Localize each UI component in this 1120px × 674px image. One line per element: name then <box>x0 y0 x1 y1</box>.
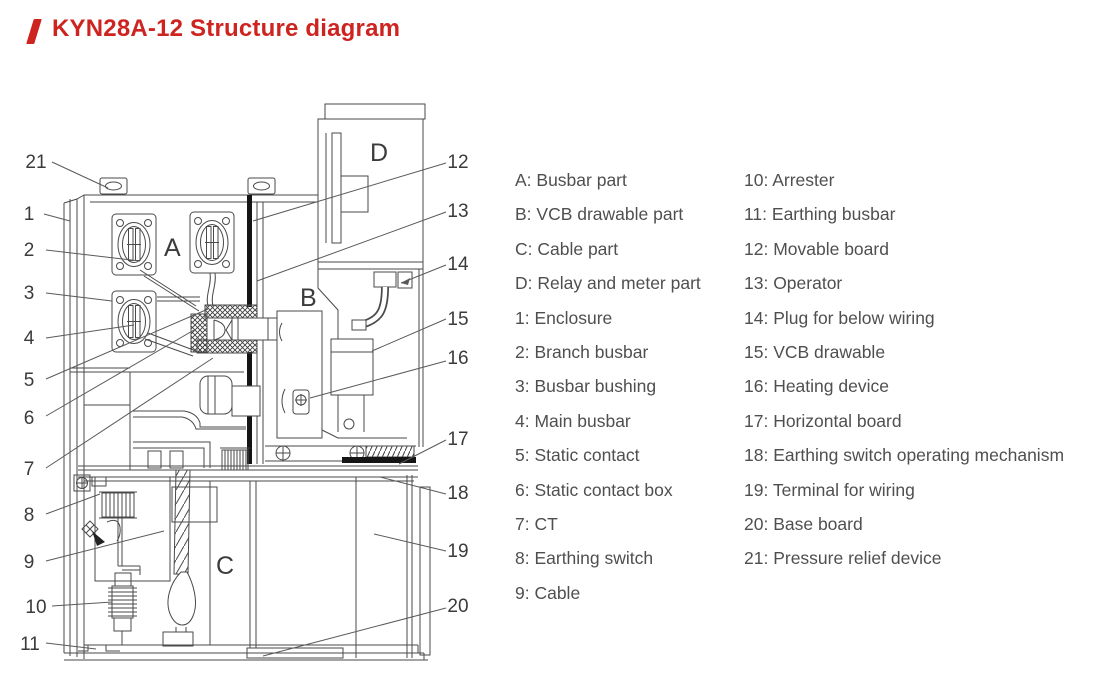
legend-item: 12: Movable board <box>744 238 889 259</box>
callout-13: 13 <box>447 201 469 222</box>
callout-4: 4 <box>23 328 35 349</box>
callout-16: 16 <box>447 348 469 369</box>
page-title: KYN28A-12 Structure diagram <box>52 15 401 42</box>
legend-item: 16: Heating device <box>744 376 889 397</box>
legend-item: 15: VCB drawable <box>744 341 886 362</box>
heating-device <box>293 390 309 414</box>
busbar-bushing-flange <box>190 212 234 273</box>
busbar-bushing-flange <box>112 291 156 352</box>
structure-diagram <box>0 0 510 674</box>
legend-item: 14: Plug for below wiring <box>744 307 935 328</box>
callout-12: 12 <box>447 152 469 173</box>
compartment-a-label: A <box>164 234 181 262</box>
vcb-rail <box>265 446 416 463</box>
enclosure-roof <box>84 195 318 202</box>
legend-item: 6: Static contact box <box>515 479 673 500</box>
rail-hole <box>344 419 354 429</box>
legend-item: A: Busbar part <box>515 170 627 190</box>
ct-bracket <box>148 451 161 468</box>
legend-item: 13: Operator <box>744 273 843 294</box>
legend-item: B: VCB drawable part <box>515 204 684 225</box>
legend-item: 19: Terminal for wiring <box>744 479 915 500</box>
legend-item: 10: Arrester <box>744 170 835 190</box>
legend-item: C: Cable part <box>515 238 619 259</box>
legend-item: 5: Static contact <box>515 445 640 466</box>
vcb-housing <box>277 311 322 438</box>
callout-11: 11 <box>20 634 40 655</box>
legend-item: 9: Cable <box>515 582 581 603</box>
callout-3: 3 <box>23 283 35 304</box>
compartment-b-label: B <box>300 284 317 312</box>
cable <box>163 470 195 646</box>
arrester <box>108 573 137 645</box>
callout-21: 21 <box>25 152 47 173</box>
vcb-drawable-box <box>322 339 407 438</box>
callout-2: 2 <box>23 240 35 261</box>
compartment-d-label: D <box>370 139 389 167</box>
busbar-bushing-flange <box>112 214 156 275</box>
bellows <box>220 448 250 470</box>
callout-9: 9 <box>23 552 35 573</box>
callout-10: 10 <box>25 597 47 618</box>
lifting-lug <box>248 178 275 194</box>
callout-20: 20 <box>447 596 469 617</box>
legend-item: 1: Enclosure <box>515 307 613 328</box>
legend-item: 8: Earthing switch <box>515 548 654 569</box>
base-board <box>64 645 428 660</box>
legend-column-right <box>744 163 1064 576</box>
legend-item: 4: Main busbar <box>515 410 631 431</box>
callout-8: 8 <box>23 505 35 526</box>
callout-17: 17 <box>447 429 469 450</box>
legend-item: 21: Pressure relief device <box>744 548 942 569</box>
callout-15: 15 <box>447 309 469 330</box>
callout-5: 5 <box>23 370 35 391</box>
enclosure-left-wall <box>64 195 84 659</box>
legend-item: 7: CT <box>515 513 558 534</box>
legend-column-left <box>515 163 701 610</box>
callout-6: 6 <box>23 408 35 429</box>
callout-7: 7 <box>23 459 35 480</box>
legend-item: 2: Branch busbar <box>515 341 649 362</box>
callout-14: 14 <box>447 254 469 275</box>
callout-1: 1 <box>23 204 35 225</box>
legend-item: 17: Horizontal board <box>744 410 902 431</box>
bent-conductor <box>133 411 246 468</box>
legend-item: 11: Earthing busbar <box>744 204 896 225</box>
legend-item: 20: Base board <box>744 513 863 534</box>
compartment-c-label: C <box>216 552 235 580</box>
callout-19: 19 <box>447 541 469 562</box>
ct-bracket <box>170 451 183 468</box>
cable-compartment <box>95 475 430 658</box>
legend-item: 18: Earthing switch operating mechanism <box>744 445 1065 466</box>
legend-item: 3: Busbar bushing <box>515 376 657 397</box>
callout-18: 18 <box>447 483 469 504</box>
legend-item: D: Relay and meter part <box>515 273 701 294</box>
